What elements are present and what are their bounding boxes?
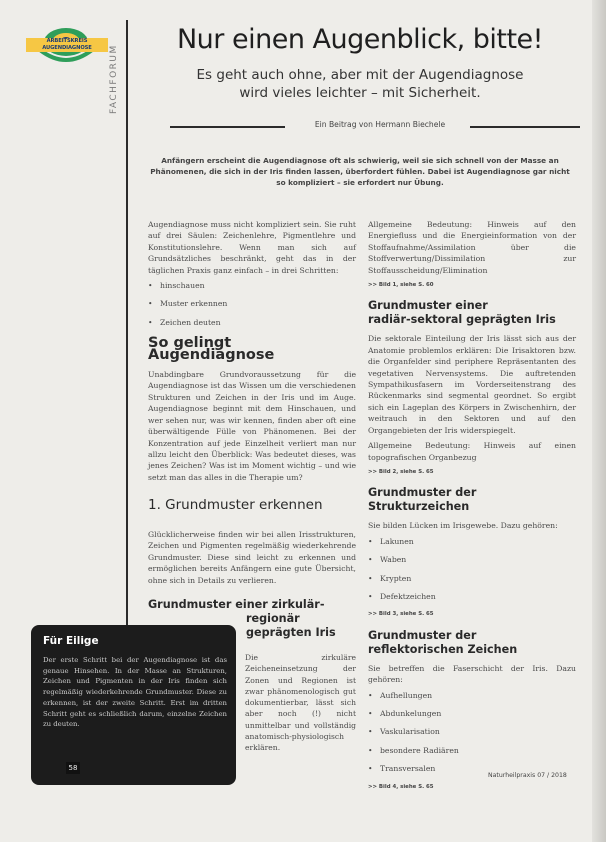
list-item: • Lakunen [368,536,576,547]
steps-list [148,280,356,328]
list-item: • Zeichen deuten [148,317,356,328]
list-item: • hinschauen [148,280,356,291]
column-left [148,219,356,487]
column-right [368,219,576,799]
byline-rule-right [470,126,580,128]
list-item: • Abdunkelungen [368,708,576,719]
image-reference: >> Bild 3, siehe S. 65 [368,611,434,618]
summary-box-text: Der erste Schritt bei der Augendiagnose ist das genaue Hinsehen. In der Masse an Strukturen, Zeichen und Pigmenten in der Iris finden sich regelmäßig wiederkehrende Grundmuster. Diese zu erkennen, ist der zweite Schritt. Erst im dritten Schritt geht es schließlich darum, einzelne Zeichen zu deuten. [43,656,227,729]
logo-label: ARBEITSKREIS AUGENDIAGNOSE [26,38,108,52]
reflektorisch-list [368,690,576,775]
list-item: • Transversalen [368,763,576,774]
radial-paragraph: Die sektorale Einteilung der Iris lässt sich aus der Anatomie problemlos erklären: Die Irisaktoren bzw. die Organfelder sind periphere Repräsentanten des vegetativen Nervensystems. Die auftretenden Sympathikusfasern im Vorderseitenstrang des Rückenmarks sind segmental geordnet. So ergibt sich ein Lageplan des Körpers in Zwischenhirn, der weitrauch in den Sektoren und auf den Organgebieten der Iris widerspiegelt. [368,334,576,435]
heading-line-3: geprägten Iris [246,625,336,639]
heading-line-2: Strukturzeichen [368,500,470,514]
article-subtitle [140,66,580,102]
image-reference: >> Bild 2, siehe S. 65 [368,468,434,475]
zirkulaer-paragraph: Die zirkuläre Zeicheneinsetzung der Zonen und Regionen ist zwar phänomenologisch gut dokumentierbar, lässt sich aber noch (!) nicht unmittelbar und vollständig anatomisch-physiologisch erklären. [245,653,356,753]
intro-paragraph: Augendiagnose muss nicht kompliziert sein. Sie ruht auf drei Säulen: Zeichenlehre, Pigmentlehre und Konstitutionslehre. Wenn man sich auf Grundsätzliches beschränkt, geht das in der täglichen Praxis ganz einfach – in drei Schritten: [148,220,356,275]
struktur-heading [368,486,576,514]
footer-issue: Naturheilpraxis 07 / 2018 [488,772,567,779]
struktur-list [368,536,576,603]
byline-rule-left [170,126,285,128]
list-item: • besondere Radiären [368,745,576,756]
heading-line-2: radiär-sektoral geprägten Iris [368,313,556,327]
article-title: Nur einen Augenblick, bitte! [176,24,543,55]
heading-line-1: Grundmuster der [368,486,477,500]
struktur-intro: Sie bilden Lücken im Irisgewebe. Dazu gehören: [368,521,558,531]
list-item: • Defektzeichen [368,591,576,602]
step1-heading: 1. Grundmuster erkennen [148,497,323,513]
list-item: • Waben [368,554,576,565]
image-reference: >> Bild 1, siehe S. 60 [368,282,434,289]
byline-row [170,120,580,134]
heading-line-1: Grundmuster einer zirkulär- [148,598,325,611]
image-reference: >> Bild 4, siehe S. 65 [368,783,434,790]
section-label: FACHFORUM [109,44,119,114]
page-number: 58 [66,762,80,774]
list-item: • Aufhellungen [368,690,576,701]
list-item: • Vaskularisation [368,726,576,737]
meaning-paragraph: Allgemeine Bedeutung: Hinweis auf den Energiefluss und die Energieinformation von der Stoffaufnahme/Assimilation über die Stoffverwertung/Dissimilation zur Stoffausscheidung/Elimination [368,220,576,275]
subtitle-line-2: wird vieles leichter – mit Sicherheit. [239,85,481,101]
lead-paragraph: Anfängern erscheint die Augendiagnose oft als schwierig, weil sie sich schnell von der Masse an Phänomenen, die sich in der Iris finden lassen, überfordert fühlen. Dabei ist Augendiagnose gar nicht so kompliziert – sie erfordert nur Übung. [150,156,570,187]
radial-meaning: Allgemeine Bedeutung: Hinweis auf einen topografischen Organbezug [368,441,576,462]
heading-line-1: Grundmuster der [368,628,477,642]
reflektorisch-intro: Sie betreffen die Faserschicht der Iris. Dazu gehören: [368,663,576,685]
section-heading: So gelingt Augendiagnose [148,335,275,363]
summary-box [31,625,236,785]
heading-line-2: regionär [246,611,300,625]
step1-paragraph: Glücklicherweise finden wir bei allen Irisstrukturen, Zeichen und Pigmenten regelmäßig wiederkehrende Grundmuster. Diese sind leicht zu erkennen und ermöglichen bereits Anfängern eine gute Übersicht, ohne sich in Details zu verlieren. [148,530,356,585]
byline: Ein Beitrag von Hermann Biechele [314,120,446,129]
subtitle-line-1: Es geht auch ohne, aber mit der Augendiagnose [196,67,524,83]
list-item: • Krypten [368,573,576,584]
page-binding-shadow [592,0,606,842]
reflektorisch-heading [368,629,576,657]
summary-box-title: Für Eilige [43,635,99,647]
heading-line-2: reflektorischen Zeichen [368,642,518,656]
step1-body [148,529,356,590]
list-item: • Muster erkennen [148,298,356,309]
body-paragraph: Unabdingbare Grundvoraussetzung für die Augendiagnose ist das Wissen um die verschiedenen Strukturen und Zeichen in der Iris und im Auge. Augendiagnose beginnt mit dem Hinschauen, und wer sehen nur, was wir kennen, finden aber oft eine überwältigende Fülle von Phänomenen. Bei der Konzentration auf jede Einzelheit verliert man nur allzu leicht den Überblick: Was bedeutet dieses, was jenes Zeichen? Was ist im Moment wichtig – und wie setzt man das alles in die Therapie um? [148,370,356,482]
heading-line-1: Grundmuster einer [368,299,488,313]
radial-heading [368,299,576,327]
